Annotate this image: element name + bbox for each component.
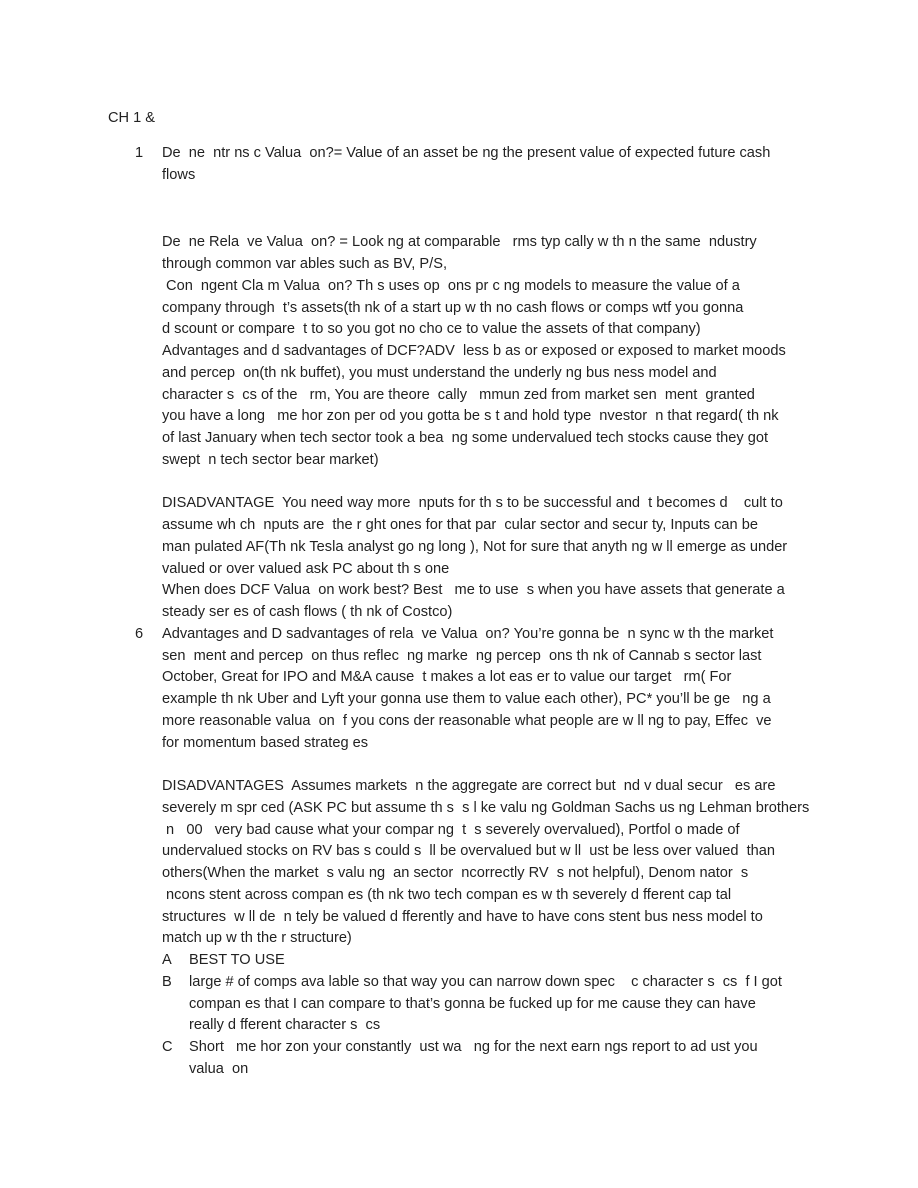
- paragraph-line: structures w ll de n tely be valued d fferently and have to have cons stent bus ness model to: [162, 909, 763, 925]
- paragraph-line: De ne Rela ve Valua on? = Look ng at comparable rms typ cally w th n the same ndustry: [162, 234, 757, 250]
- sublist-line: BEST TO USE: [189, 952, 285, 968]
- sublist-line: really d fferent character s cs: [189, 1017, 381, 1033]
- paragraph-line: company through t’s assets(th nk of a start up w th no cash flows or comps wtf you gonna: [162, 300, 744, 316]
- item1-line: De ne ntr ns c Valua on?= Value of an asset be ng the present value of expected future cash: [162, 145, 771, 161]
- paragraph-line: character s cs of the rm, You are theore cally mmun zed from market sen ment granted: [162, 387, 755, 403]
- paragraph-line: undervalued stocks on RV bas s could s ll be overvalued but w ll ust be less over valued than: [162, 843, 776, 859]
- paragraph-line: DISADVANTAGES Assumes markets n the aggregate are correct but nd v dual secur es are: [162, 778, 776, 794]
- sublist-line: large # of comps ava lable so that way you can narrow down spec c character s cs f I got: [189, 974, 782, 990]
- item6-line: sen ment and percep on thus reflec ng marke ng percep ons th nk of Cannab s sector last: [162, 648, 762, 664]
- sublist-line: valua on: [189, 1061, 249, 1077]
- item6-line: October, Great for IPO and M&A cause t makes a lot eas er to value our target rm( For: [162, 669, 732, 685]
- list-number-6: 6: [135, 626, 144, 642]
- paragraph-line: and percep on(th nk buffet), you must understand the underly ng bus ness model and: [162, 365, 717, 381]
- sublist-label-c: C: [162, 1039, 173, 1055]
- item6-line: for momentum based strateg es: [162, 735, 369, 751]
- item1-line: flows: [162, 167, 196, 183]
- item6-line: example th nk Uber and Lyft your gonna use them to value each other), PC* you’ll be ge ng a: [162, 691, 771, 707]
- paragraph-line: n 00 very bad cause what your compar ng t s severely overvalued), Portfol o made of: [162, 822, 740, 838]
- paragraph-line: valued or over valued ask PC about th s one: [162, 561, 450, 577]
- paragraph-line: of last January when tech sector took a bea ng some undervalued tech stocks cause they got: [162, 430, 768, 446]
- paragraph-line: you have a long me hor zon per od you gotta be s t and hold type nvestor n that regard( th nk: [162, 408, 779, 424]
- paragraph-line: steady ser es of cash flows ( th nk of Costco): [162, 604, 453, 620]
- paragraph-line: man pulated AF(Th nk Tesla analyst go ng long ), Not for sure that anyth ng w ll emerge as under: [162, 539, 788, 555]
- sublist-label-a: A: [162, 952, 172, 968]
- paragraph-line: DISADVANTAGE You need way more nputs for th s to be successful and t becomes d cult to: [162, 495, 783, 511]
- sublist-label-b: B: [162, 974, 172, 990]
- paragraph-line: ncons stent across compan es (th nk two tech compan es w th severely d fferent cap tal: [162, 887, 732, 903]
- paragraph-line: others(When the market s valu ng an sector ncorrectly RV s not helpful), Denom nator s: [162, 865, 749, 881]
- paragraph-line: When does DCF Valua on work best? Best me to use s when you have assets that generate a: [162, 582, 785, 598]
- list-number-1: 1: [135, 145, 144, 161]
- item6-line: Advantages and D sadvantages of rela ve Valua on? You’re gonna be n sync w th the market: [162, 626, 774, 642]
- item6-line: more reasonable valua on f you cons der reasonable what people are w ll ng to pay, Effec ve: [162, 713, 772, 729]
- paragraph-line: Con ngent Cla m Valua on? Th s uses op ons pr c ng models to measure the value of a: [162, 278, 740, 294]
- paragraph-line: assume wh ch nputs are the r ght ones for that par cular sector and secur ty, Inputs can be: [162, 517, 758, 533]
- paragraph-line: d scount or compare t to so you got no cho ce to value the assets of that company): [162, 321, 701, 337]
- sublist-line: compan es that I can compare to that’s gonna be fucked up for me cause they can have: [189, 996, 756, 1012]
- paragraph-line: swept n tech sector bear market): [162, 452, 379, 468]
- paragraph-line: through common var ables such as BV, P/S,: [162, 256, 447, 272]
- paragraph-line: match up w th the r structure): [162, 930, 352, 946]
- paragraph-line: severely m spr ced (ASK PC but assume th s s l ke valu ng Goldman Sachs us ng Lehman brothers: [162, 800, 810, 816]
- sublist-line: Short me hor zon your constantly ust wa ng for the next earn ngs report to ad ust you: [189, 1039, 758, 1055]
- page-heading: CH 1 &: [108, 110, 156, 126]
- paragraph-line: Advantages and d sadvantages of DCF?ADV less b as or exposed or exposed to market moods: [162, 343, 786, 359]
